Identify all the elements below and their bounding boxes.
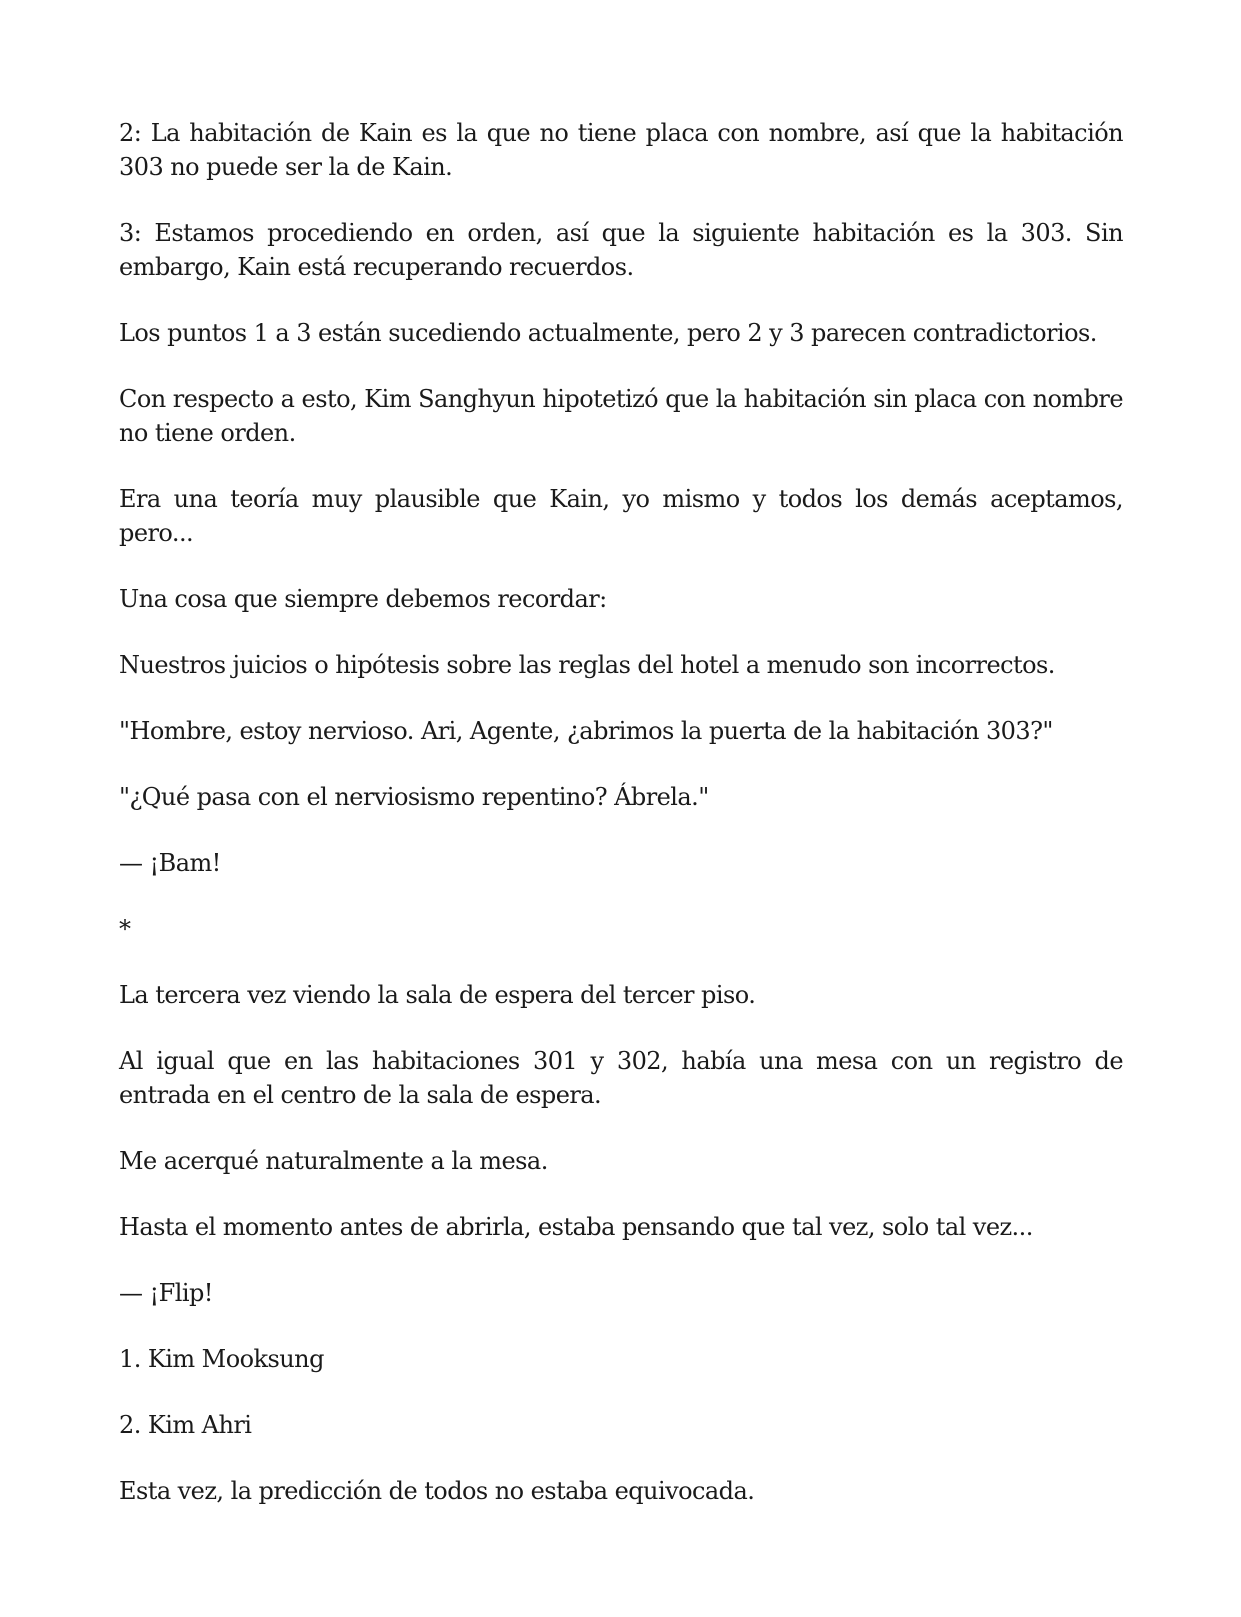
dialogue-line: "¿Qué pasa con el nerviosismo repentino? Ábrela." [119, 783, 709, 811]
list-item: 2. Kim Ahri [119, 1411, 252, 1439]
paragraph: Era una teoría muy plausible que Kain, yo mismo y todos los demás aceptamos, pero... [119, 485, 1123, 547]
paragraph: 3: Estamos procediendo en orden, así que la siguiente habitación es la 303. Sin embargo, Kain está recuperando recuerdos. [119, 219, 1123, 281]
dialogue-line: "Hombre, estoy nervioso. Ari, Agente, ¿abrimos la puerta de la habitación 303?" [119, 717, 1053, 745]
paragraph: Esta vez, la predicción de todos no estaba equivocada. [119, 1477, 755, 1505]
paragraph: Hasta el momento antes de abrirla, estaba pensando que tal vez, solo tal vez... [119, 1213, 1033, 1241]
paragraph: Una cosa que siempre debemos recordar: [119, 585, 607, 613]
paragraph: Con respecto a esto, Kim Sanghyun hipotetizó que la habitación sin placa con nombre no tiene orden. [119, 385, 1123, 447]
paragraph: 2: La habitación de Kain es la que no tiene placa con nombre, así que la habitación 303 no puede ser la de Kain. [119, 119, 1123, 181]
scene-break: * [119, 915, 131, 943]
paragraph: Me acerqué naturalmente a la mesa. [119, 1147, 548, 1175]
paragraph: Los puntos 1 a 3 están sucediendo actualmente, pero 2 y 3 parecen contradictorios. [119, 319, 1097, 347]
document-text [119, 116, 1123, 1540]
paragraph: Al igual que en las habitaciones 301 y 302, había una mesa con un registro de entrada en el centro de la sala de espera. [119, 1047, 1123, 1109]
paragraph: Nuestros juicios o hipótesis sobre las reglas del hotel a menudo son incorrectos. [119, 651, 1055, 679]
sound-effect: — ¡Flip! [119, 1279, 213, 1307]
list-item: 1. Kim Mooksung [119, 1345, 324, 1373]
paragraph: La tercera vez viendo la sala de espera del tercer piso. [119, 981, 756, 1009]
sound-effect: — ¡Bam! [119, 849, 221, 877]
